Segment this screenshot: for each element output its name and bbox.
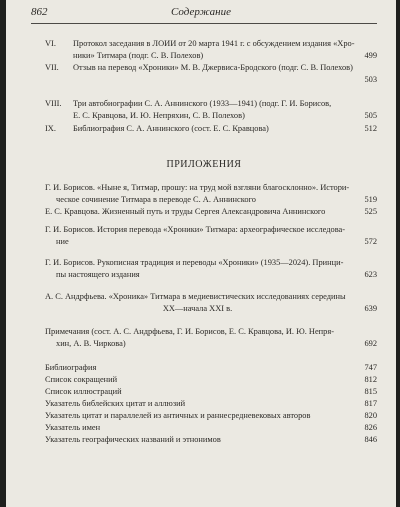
- entry-title-line: хин, А. В. Чиркова): [56, 338, 126, 348]
- back-matter-item: [31, 374, 377, 386]
- entry-title-line: Г. И. Борисов. «Ныне я, Титмар, прошу: на труд мой взгляни благосклонно». Истори-: [45, 183, 350, 192]
- back-matter-page: 817: [364, 399, 377, 408]
- entry-numeral: IX.: [45, 124, 56, 133]
- entry-page: 525: [364, 207, 377, 216]
- back-matter-label: Указатель географических названий и этнонимов: [45, 435, 221, 444]
- back-matter-item: [31, 422, 377, 434]
- toc-entry: [45, 62, 377, 85]
- page-number: 862: [31, 6, 48, 18]
- appendix-entry: [45, 182, 377, 205]
- entry-page: 692: [364, 338, 377, 348]
- entry-title-line: ники» Титмара (подг. С. В. Полехов): [73, 50, 204, 60]
- back-matter-label: Список иллюстраций: [45, 387, 122, 396]
- entry-title-line: Библиография С. А. Аннинского (сост. Е. С. Кравцова): [73, 124, 269, 133]
- back-matter-label: Указатель библейских цитат и аллюзий: [45, 399, 186, 408]
- running-title: Содержание: [170, 6, 231, 18]
- entry-title-line: Е. С. Кравцова. Жизненный путь и труды Сергея Александровича Аннинского: [45, 207, 326, 216]
- entry-title-line: Е. С. Кравцова, И. Ю. Непряхин, С. В. Полехов): [73, 110, 245, 120]
- entry-numeral: VIII.: [45, 99, 62, 108]
- back-matter-label: Библиография: [45, 363, 97, 372]
- entry-page: 623: [364, 269, 377, 279]
- back-matter-page: 846: [364, 435, 377, 444]
- back-matter-page: 826: [364, 423, 377, 432]
- entry-title-line: Г. И. Борисов. Рукописная традиция и переводы «Хроники» (1935—2024). Принци-: [45, 258, 344, 267]
- back-matter-page: 815: [364, 387, 377, 396]
- entry-title: [73, 62, 353, 74]
- page-header: [6, 0, 396, 27]
- entry-title-line: ние: [56, 236, 69, 246]
- back-matter-item: [31, 362, 377, 374]
- entry-title-line: ческое сочинение Титмара в переводе С. А. Аннинского: [56, 194, 256, 204]
- back-matter-item: [31, 398, 377, 410]
- entry-title: [73, 123, 339, 135]
- entry-numeral: VII.: [45, 63, 59, 72]
- entry-title-line: Примечания (сост. А. С. Андрфьева, Г. И. Борисов, Е. С. Кравцова, И. Ю. Непря-: [45, 327, 334, 336]
- entry-page: 505: [364, 110, 377, 120]
- entry-title-line: Г. И. Борисов. История перевода «Хроники» Титмара: археографическое исследова-: [45, 225, 346, 234]
- entry-title-line: XX—начала XXI в.: [162, 303, 233, 313]
- entry-page: 572: [364, 236, 377, 246]
- entry-page: 499: [364, 50, 377, 60]
- back-matter-label: Список сокращений: [45, 375, 118, 384]
- entry-page: 519: [364, 194, 377, 204]
- appendix-entry: [45, 206, 377, 218]
- entry-title: [73, 98, 339, 121]
- back-matter-label: Указатель цитат и параллелей из античных и раннесредневековых авторов: [45, 411, 311, 420]
- appendix-entry: [45, 257, 377, 280]
- entry-numeral: VI.: [45, 39, 56, 48]
- appendix-entry: [45, 326, 377, 349]
- entry-title: [45, 291, 346, 314]
- back-matter-page: 747: [364, 363, 377, 372]
- entry-title: [45, 224, 346, 247]
- entry-title: [73, 38, 355, 61]
- back-matter-item: [31, 410, 377, 422]
- entry-title-line: А. С. Андрфьева. «Хроника» Титмара в медиевистических исследованиях середины: [45, 292, 346, 301]
- appendix-entry: [45, 291, 377, 314]
- back-matter-page: 812: [364, 375, 377, 384]
- entry-title: [45, 182, 350, 205]
- back-matter-item: [31, 434, 377, 446]
- header-rule: [31, 23, 377, 24]
- entry-title: [45, 326, 339, 349]
- back-matter-page: 820: [364, 411, 377, 420]
- toc-entry: [45, 38, 377, 61]
- entry-title: [45, 257, 344, 280]
- entry-page: 503: [364, 74, 377, 84]
- entry-title: [45, 206, 339, 218]
- entry-title-line: Отзыв на перевод «Хроники» М. В. Джервиса-Бродского (подг. С. В. Полехов): [73, 63, 353, 72]
- entry-title-line: пы настоящего издания: [56, 269, 140, 279]
- toc-entry: [45, 98, 377, 121]
- entry-page: 512: [364, 124, 377, 133]
- back-matter-item: [31, 386, 377, 398]
- entry-title-line: Три автобиографии С. А. Аннинского (1933—1941) (подг. Г. И. Борисов,: [73, 99, 332, 108]
- book-page: [6, 0, 396, 507]
- appendix-entry: [45, 224, 377, 247]
- entry-title-line: Протокол заседания в ЛОИИ от 20 марта 1941 г. с обсуждением издания «Хро-: [73, 39, 355, 48]
- back-matter-label: Указатель имен: [45, 423, 101, 432]
- entry-page: 639: [364, 303, 377, 313]
- toc-entry: [45, 123, 377, 135]
- appendix-heading: ПРИЛОЖЕНИЯ: [166, 159, 242, 170]
